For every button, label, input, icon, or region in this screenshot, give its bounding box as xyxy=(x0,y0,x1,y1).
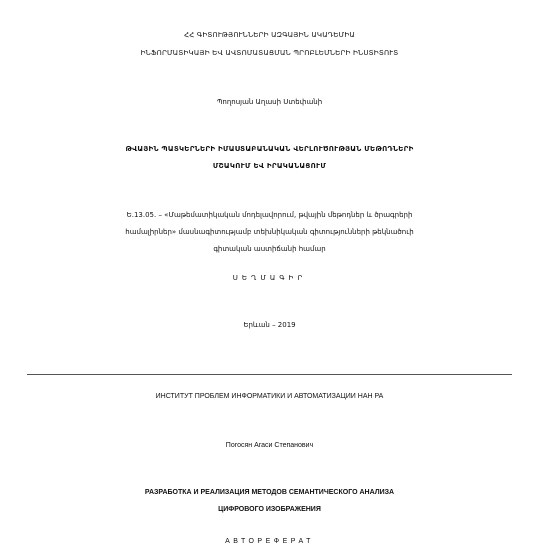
armenian-specialty-line-2: համալիրներ» մասնագիտությամբ տեխնիկական գիտությունների թեկնածուի xyxy=(125,228,414,236)
russian-abstract-label: АВТОРЕФЕРАТ xyxy=(225,538,314,545)
armenian-institute-line-1: ՀՀ ԳԻՏՈՒԹՅՈՒՆՆԵՐԻ ԱԶԳԱՅԻՆ ԱԿԱԴԵՄԻԱ xyxy=(184,31,355,39)
armenian-specialty-line-1: Ե.13.05. – «Մաթեմատիկական մոդելավորում, թվային մեթոդներ և ծրագրերի xyxy=(126,211,413,219)
russian-author-name: Погосян Агаси Степанович xyxy=(225,442,314,449)
armenian-title-line-1: ԹՎԱՅԻՆ ՊԱՏԿԵՐՆԵՐԻ ԻՄԱՍՏԱԲԱՆԱԿԱՆ ՎԵՐԼՈՒԾՈՒԹՅԱՆ ՄԵԹՈԴՆԵՐԻ xyxy=(125,145,414,153)
armenian-author-name: Պողոսյան Աղասի Ստեփանի xyxy=(216,98,323,106)
armenian-abstract-label: ՍԵՂՄԱԳԻՐ xyxy=(232,274,307,282)
armenian-title-line-2: ՄՇԱԿՈՒՄ ԵՎ ԻՐԱԿԱՆԱՑՈՒՄ xyxy=(212,162,327,170)
russian-title-line-2: ЦИФРОВОГО ИЗОБРАЖЕНИЯ xyxy=(218,506,321,513)
section-divider xyxy=(27,374,512,375)
armenian-city-year: Երևան – 2019 xyxy=(243,321,296,329)
russian-title-line-1: РАЗРАБОТКА И РЕАЛИЗАЦИЯ МЕТОДОВ СЕМАНТИЧЕСКОГО АНАЛИЗА xyxy=(144,489,395,496)
armenian-specialty-line-3: գիտական աստիճանի համար xyxy=(213,245,326,253)
russian-institute: ИНСТИТУТ ПРОБЛЕМ ИНФОРМАТИКИ И АВТОМАТИЗАЦИИ НАН РА xyxy=(155,393,384,400)
armenian-institute-line-2: ԻՆՖՈՐՄԱՏԻԿԱՅԻ ԵՎ ԱՎՏՈՄԱՏԱՑՄԱՆ ՊՐՈԲԼԵՄՆԵՐԻ ԻՆՍՏԻՏՈՒՏ xyxy=(140,49,399,57)
